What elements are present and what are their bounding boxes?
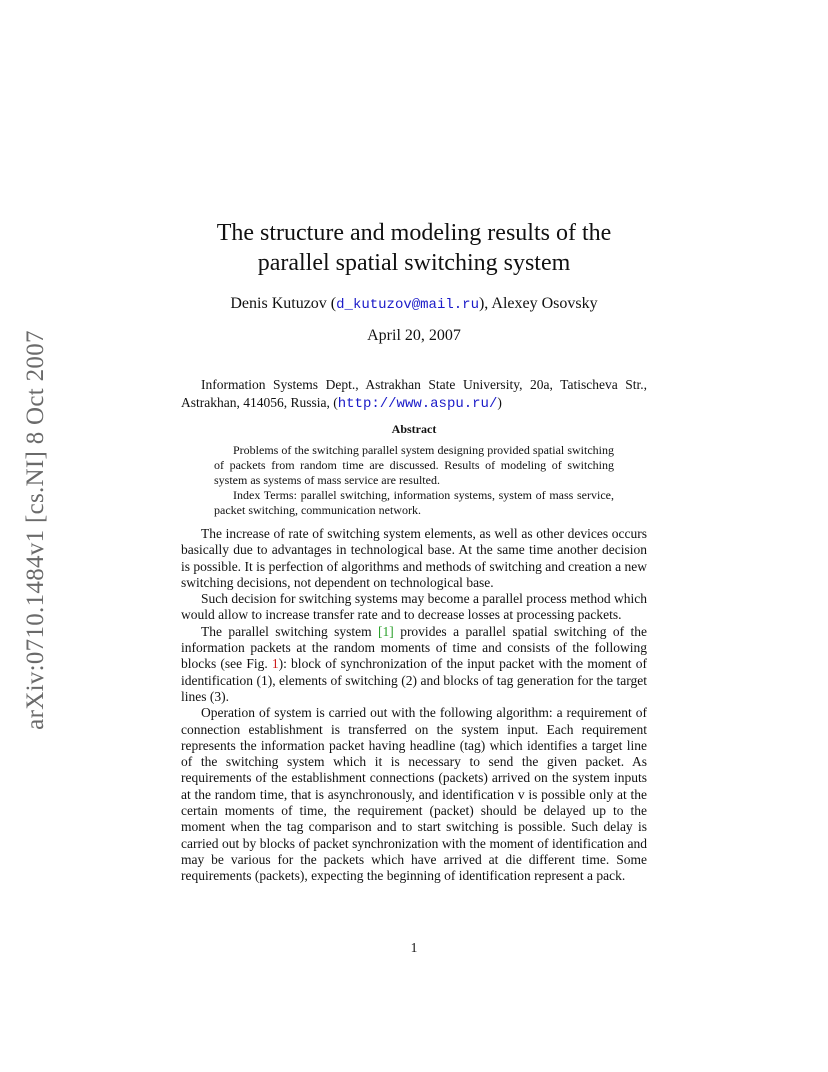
- body-paragraph-3: [181, 624, 647, 705]
- body-paragraph-4: Operation of system is carried out with the following algorithm: a requirement of connection establishment is transferred on the system input. Each requirement represents the information packet having headline (tag) which identifies a target line of the switching system which it is necessary to send the given packet. As requirements of the establishment connections (packets) arrived on the system inputs at the random time, that is asynchronously, and identification v is possible only at the certain moments of time, the requirement (packet) should be delayed up to the moment when the tag comparison and to start switching is possible. Such delay is carried out by blocks of packet synchronization with the moment of identification and may be various for the packets which have arrived at die different time. Some requirements (packets), expecting the beginning of identification represent a pack.: [181, 705, 647, 884]
- body-paragraph-1: The increase of rate of switching system elements, as well as other devices occurs basically due to advantages in technological base. At the same time another decision is possible. It is perfection of algorithms and methods of switching and creation a new switching decisions, not dependent on technological base.: [181, 526, 647, 590]
- affiliation-url-link[interactable]: http://www.aspu.ru/: [337, 396, 498, 412]
- abstract-body: [214, 443, 614, 518]
- author-name-2: ), Alexey Osovsky: [478, 295, 598, 312]
- author-email-link[interactable]: d_kutuzov@mail.ru: [336, 297, 479, 313]
- body-p3-text-c: ): block of synchronization of the input packet with the moment of identification (1), elements of switching (2) and blocks of tag generation for the target lines (3).: [181, 656, 647, 704]
- index-terms-paragraph: Index Terms: parallel switching, information systems, system of mass service, packet switching, communication network.: [214, 488, 614, 517]
- affiliation: [181, 376, 647, 413]
- paper-date: April 20, 2007: [367, 327, 461, 344]
- body-paragraph-2: Such decision for switching systems may become a parallel process method which would allow to increase transfer rate and to decrease losses at processing packets.: [181, 591, 647, 623]
- abstract-heading: Abstract: [391, 422, 437, 436]
- authors-line: [181, 294, 647, 315]
- affiliation-close: ): [497, 395, 502, 410]
- affiliation-text: Information Systems Dept., Astrakhan State University, 20a, Tatischeva Str., Astrakhan, 414056, Russia, (: [181, 377, 647, 410]
- citation-link[interactable]: [1]: [378, 623, 394, 639]
- figure-ref-link[interactable]: 1: [271, 656, 279, 672]
- abstract-paragraph: Problems of the switching parallel system designing provided spatial switching of packets from random time are discussed. Results of modeling of switching system as systems of mass service are resulted.: [214, 443, 614, 487]
- body-text: [181, 526, 647, 885]
- body-p3-text-b: provides a parallel spatial switching of the information packets at the random moments of time and consists of the following blocks (see Fig.: [181, 623, 647, 672]
- body-p3-text-a: The parallel switching system: [201, 623, 379, 639]
- author-name-1: Denis Kutuzov (: [230, 295, 337, 312]
- page-number: 1: [410, 940, 418, 955]
- paper-title: The structure and modeling results of the parallel spatial switching system: [216, 220, 612, 276]
- arxiv-stamp: arXiv:0710.1484v1 [cs.NI] 8 Oct 2007: [22, 330, 49, 730]
